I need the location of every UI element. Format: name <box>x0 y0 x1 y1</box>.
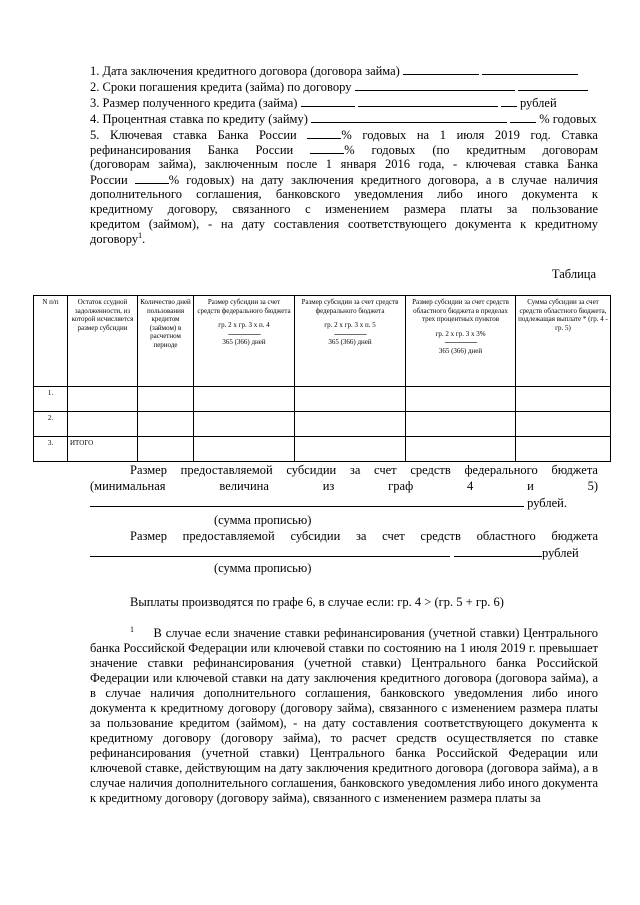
federal-subsidy-line1: Размер предоставляемой субсидии за счет средств федерального бюджета <box>130 463 598 477</box>
blank-line <box>135 172 169 184</box>
table-cell <box>406 437 516 462</box>
footnote <box>90 626 598 806</box>
row-number: 2. <box>34 412 68 437</box>
blank-line <box>454 545 542 557</box>
header-federal-subsidy-1: Размер субсидии за счет средств федерального бюджета гр. 2 х гр. 3 х п. 4 ------------------------ 365 (366) дней <box>194 296 295 387</box>
item5-line2: рефинансирования Банка России % годовых (по кредитным договорам <box>90 143 599 157</box>
table-header-row <box>34 296 611 387</box>
table-cell <box>406 412 516 437</box>
table-label: Таблица <box>551 267 596 281</box>
row-name <box>68 387 138 412</box>
header-days-count: Количество дней пользования кредитом (займом) в расчетном периоде <box>138 296 194 387</box>
regional-subsidy-amount: рублей <box>90 545 598 561</box>
table-cell <box>295 437 406 462</box>
table-cell <box>194 412 295 437</box>
item5-line1: 5. Ключевая ставка Банка России % годовых на 1 июля 2019 год. Ставка <box>90 128 598 142</box>
item5-line3: (договорам займа), заключенным после 1 января 2016 года, - ключевая ставка Банка <box>90 157 598 171</box>
formula: гр. 2 х гр. 3 х 3% ------------------------ 365 (366) дней <box>435 329 486 355</box>
header-regional-subsidy: Размер субсидии за счет средств областного бюджета в пределах трех процентных пунктов гр. 2 х гр. 3 х 3% ------------------------ 365 (366) дней <box>406 296 516 387</box>
row-name <box>68 412 138 437</box>
item-contract-date: 1. Дата заключения кредитного договора (договора займа) <box>90 63 598 79</box>
formula: гр. 2 х гр. 3 х п. 4 ------------------------ 365 (366) дней <box>218 321 270 346</box>
blank-line <box>510 111 536 123</box>
blank-line <box>403 63 479 75</box>
item-loan-amount: 3. Размер полученного кредита (займа) рублей <box>90 96 557 110</box>
table-row-total <box>34 437 611 462</box>
table-row <box>34 412 611 437</box>
blank-line <box>358 95 498 107</box>
header-debt-balance: Остаток ссудной задолженности, из которой исчисляется размер субсидии <box>68 296 138 387</box>
header-payable-sum: Сумма субсидии за счет средств областного бюджета, подлежащая выплате * (гр. 4 - гр. 5) <box>516 296 611 387</box>
regional-subsidy-line1: Размер предоставляемой субсидии за счет средств областного бюджета <box>130 529 598 543</box>
header-number: N п/п <box>34 296 68 387</box>
amount-in-words-caption: (сумма прописью) <box>214 561 312 575</box>
table-cell <box>406 387 516 412</box>
table-cell <box>516 437 611 462</box>
footnote-ref: 1 <box>138 230 143 240</box>
row-name: ИТОГО <box>68 437 138 462</box>
blank-line <box>311 111 507 123</box>
footnote-mark: 1 <box>130 624 134 634</box>
blank-line <box>301 95 355 107</box>
blank-line <box>355 79 515 91</box>
footnote-text: В случае если значение ставки рефинансирования (учетной ставки) Центрального банка Российской Федерации или ключевой ставки по состоянию на 1 июля 2019 г. превышает значение ставки рефинансирования (учетной ставки) Центрального банка Российской Федерации или ключевой ставки на дату заключения кредитного договора (договора займа), а в случае наличия дополнительного соглашения, банковского уведомления либо иного документа к кредитному договору (договору займа), связанного с изменением размера платы за пользование кредитом (займом), - на дату составления соответствующего документа к кредитному договору (договору займа), то расчет средств осуществляется по ставке рефинансирования (учетной ставки) Центрального банка Российской Федерации или ключевой ставке, действующим на дату заключения кредитного договора (договора займа), а в случае наличия дополнительного соглашения, банковского уведомления либо иного документа к кредитному договору (договору займа), связанного с изменением размера платы за <box>90 626 598 805</box>
table-cell <box>138 412 194 437</box>
item5-line6: кредитному договору, связанного с изменением размера платы за пользование <box>90 202 598 216</box>
blank-line <box>307 127 341 139</box>
table-row <box>34 387 611 412</box>
item5-line8: договору$^1$. <box>90 230 146 246</box>
payments-condition: Выплаты производятся по графе 6, в случае если: гр. 4 > (гр. 5 + гр. 6) <box>130 595 504 609</box>
blank-line <box>310 142 344 154</box>
table-cell <box>516 387 611 412</box>
table-cell <box>138 387 194 412</box>
row-number: 1. <box>34 387 68 412</box>
blank-line <box>90 545 450 557</box>
blank-line <box>518 79 588 91</box>
formula: гр. 2 х гр. 3 х п. 5 ------------------------ 365 (366) дней <box>324 321 376 346</box>
blank-line <box>482 63 578 75</box>
table-cell <box>295 387 406 412</box>
subsidy-table <box>33 295 611 462</box>
federal-subsidy-amount: рублей. <box>90 495 598 511</box>
item-interest-rate: 4. Процентная ставка по кредиту (займу) % годовых <box>90 112 597 126</box>
table-cell <box>295 412 406 437</box>
item5-line4: России % годовых) на дату заключения кредитного договора, а в случае наличия <box>90 173 598 187</box>
amount-in-words-caption: (сумма прописью) <box>214 513 312 527</box>
table-cell <box>194 437 295 462</box>
item5-line5: дополнительного соглашения, банковского уведомления либо иного документа к <box>90 187 598 201</box>
table-cell <box>194 387 295 412</box>
header-federal-subsidy-2: Размер субсидии за счет средств федерального бюджета гр. 2 х гр. 3 х п. 5 ------------------------ 365 (366) дней <box>295 296 406 387</box>
blank-line <box>90 495 524 507</box>
federal-subsidy-line2: (минимальная величина из граф 4 и 5) <box>90 479 598 493</box>
row-number: 3. <box>34 437 68 462</box>
table-cell <box>138 437 194 462</box>
item5-line7: кредитом (займом), - на дату составления соответствующего документа к кредитному <box>90 217 598 231</box>
table-cell <box>516 412 611 437</box>
blank-line <box>501 95 517 107</box>
item-repayment-terms: 2. Сроки погашения кредита (займа) по договору <box>90 79 598 95</box>
